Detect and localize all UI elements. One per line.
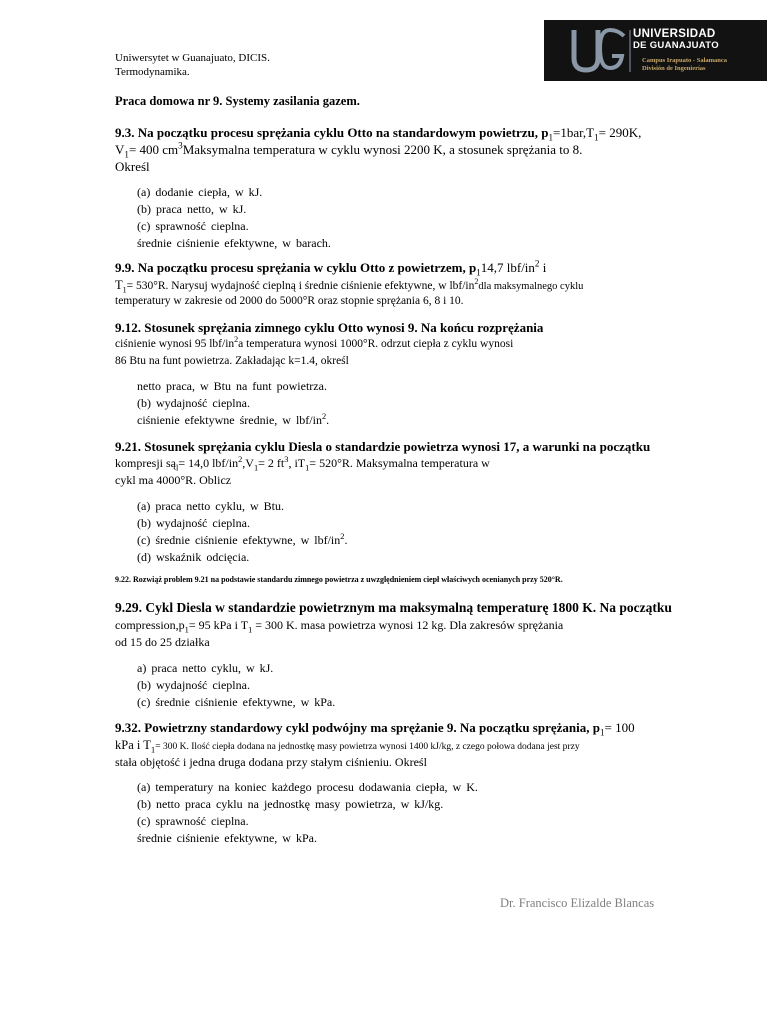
problem-9-3-line-3: Określ xyxy=(115,159,150,174)
problem-9-3-line-2: $V_1= 400$ $cm^3Maksymalna$ temperatura w cyklu wynosi 2200 K, a stosunek sprężania to 8. xyxy=(115,140,583,160)
list-item: (c) średnie ciśnienie efektywne, w kPa. xyxy=(137,695,336,709)
problem-9-9-heading: 9.9. Na początku procesu sprężania w cyklu Otto z powietrzem, $p_114,7$ lbf/$in^2$ i xyxy=(115,258,547,278)
problem-9-32-line-2: kPa i $T_1= 300$ K. Ilość ciepła dodana na jednostkę masy powietrza wynosi 1400 kJ/kg, z czego połowa dodana jest przy xyxy=(115,738,580,755)
list-item: a) praca netto cyklu, w kJ. xyxy=(137,661,274,675)
logo-line-2: DE GUANAJUATO xyxy=(633,40,719,51)
list-item: ciśnienie efektywne średnie, w lbf/$in^2$. xyxy=(137,412,330,427)
list-item: netto praca, w Btu na funt powietrza. xyxy=(137,379,327,393)
problem-9-12-line-3: 86 Btu na funt powietrza. Zakładając k=1.4, określ xyxy=(115,355,349,367)
problem-9-21-heading: 9.21. Stosunek sprężania cyklu Diesla o standardzie powietrza wynosi 17, a warunki na początku xyxy=(115,439,651,454)
ug-logo-icon xyxy=(544,20,634,81)
problem-9-3-heading: 9.3. Na początku procesu sprężania cyklu Otto na standardowym powietrzu, $p_1=1bar,T_1= 290K$, xyxy=(115,125,642,143)
problem-9-21-line-2: kompresji $są_l= 14,0$ lbf/$in^2,V_1= 2$ $ft^3$, $iT_1= 520^\circ R$. Maksymalna temperatura w xyxy=(115,455,490,473)
list-item: (a) temperatury na koniec każdego procesu dodawania ciepła, w K. xyxy=(137,780,478,794)
list-item: średnie ciśnienie efektywne, w barach. xyxy=(137,236,331,250)
list-item: (b) wydajność cieplna. xyxy=(137,396,250,410)
list-item: (b) wydajność cieplna. xyxy=(137,678,250,692)
logo-line-1: UNIVERSIDAD xyxy=(633,28,716,40)
university-logo xyxy=(544,20,767,81)
list-item: (c) średnie ciśnienie efektywne, w lbf/$in^2$. xyxy=(137,532,348,547)
logo-campus xyxy=(642,57,727,73)
course-name: Termodynamika. xyxy=(115,66,190,78)
problem-9-29-line-3: od 15 do 25 działka xyxy=(115,635,210,649)
list-item: (c) sprawność cieplna. xyxy=(137,814,249,828)
problem-9-12-heading: 9.12. Stosunek sprężania zimnego cyklu Otto wynosi 9. Na końcu rozprężania xyxy=(115,320,544,335)
list-item: (d) wskaźnik odcięcia. xyxy=(137,550,250,564)
list-item: (c) sprawność cieplna. xyxy=(137,219,249,233)
problem-9-12-line-2: ciśnienie wynosi 95 lbf/$in^2a$ temperatura wynosi 1000°R. odrzut ciepła z cyklu wynosi xyxy=(115,335,514,350)
problem-9-9-line-3: temperatury w zakresie od 2000 do 5000°R oraz stopnie sprężania 6, 8 i 10. xyxy=(115,295,464,307)
author-footer: Dr. Francisco Elizalde Blancas xyxy=(500,896,655,910)
problem-9-32-line-3: stała objętość i jedna druga dodana przy stałym ciśnieniu. Określ xyxy=(115,755,427,769)
list-item: średnie ciśnienie efektywne, w kPa. xyxy=(137,831,317,845)
problem-9-22: 9.22. Rozwiąż problem 9.21 na podstawie standardu zimnego powietrza z uwzględnieniem ciepł właściwych ocenianych przy 520°R. xyxy=(115,575,563,584)
list-item: (a) praca netto cyklu, w Btu. xyxy=(137,499,284,513)
document-header xyxy=(115,51,270,79)
problem-9-9-line-2: $T_1= 530^\circ R$. Narysuj wydajność cieplną i średnie ciśnienie efektywne, w lbf/$in^2dla$ maksymalnego cyklu xyxy=(115,277,584,295)
problem-9-29-heading: 9.29. Cykl Diesla w standardzie powietrznym ma maksymalną temperaturę 1800 K. Na początku xyxy=(115,600,672,615)
logo-line-3: Campus Irapuato - Salamanca xyxy=(642,57,728,64)
problem-9-29-line-2: $compression,p_1= 95$ kPa i $T_1 = 300$ K. masa powietrza wynosi 12 kg. Dla zakresów sprężania xyxy=(115,618,564,635)
institution-name: Uniwersytet w Guanajuato, DICIS. xyxy=(115,52,270,64)
list-item: (b) praca netto, w kJ. xyxy=(137,202,247,216)
list-item: (b) wydajność cieplna. xyxy=(137,516,250,530)
homework-title: Praca domowa nr 9. Systemy zasilania gazem. xyxy=(115,94,360,108)
logo-line-4: División de Ingenierías xyxy=(642,65,706,72)
problem-9-32-heading: 9.32. Powietrzny standardowy cykl podwójny ma sprężanie 9. Na początku sprężania, $p_1= 100$ xyxy=(115,720,635,738)
list-item: (a) dodanie ciepła, w kJ. xyxy=(137,185,263,199)
list-item: (b) netto praca cyklu na jednostkę masy powietrza, w kJ/kg. xyxy=(137,797,444,811)
problem-9-21-line-3: cykl ma 4000°R. Oblicz xyxy=(115,473,232,487)
